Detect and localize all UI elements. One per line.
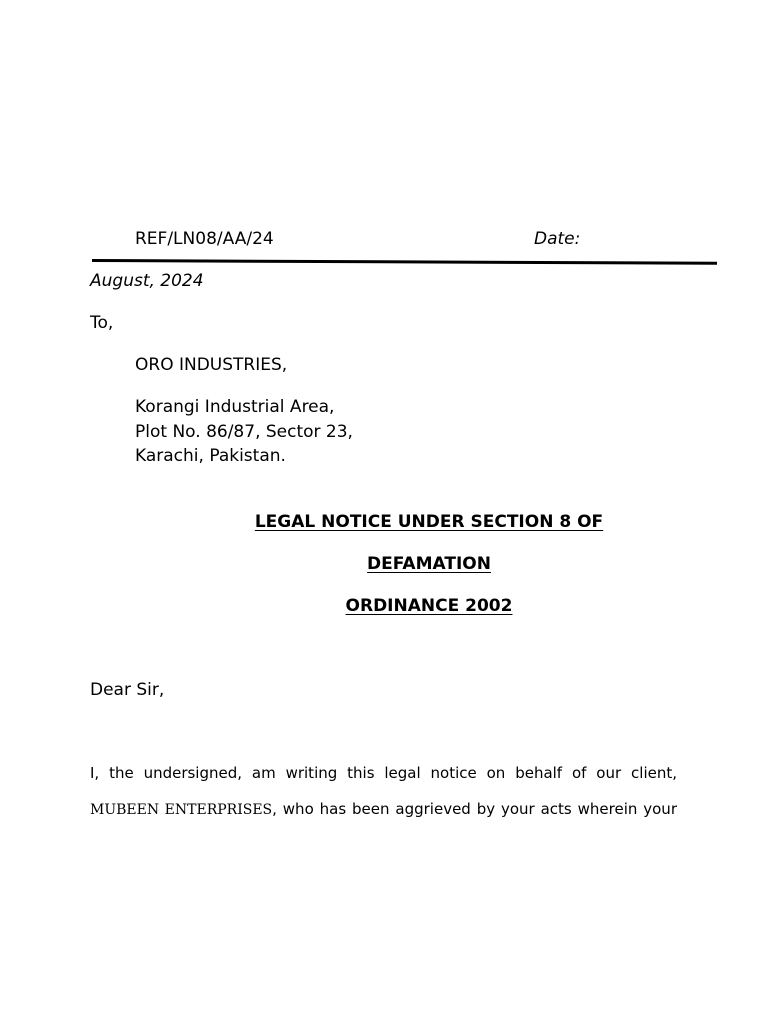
subject-heading-line: DEFAMATION <box>367 554 491 574</box>
recipient-name: ORO INDUSTRIES, <box>135 355 288 375</box>
header-divider <box>92 259 717 265</box>
body-text-continuation: , who has been aggrieved by your acts wherein your <box>272 800 677 818</box>
to-label: To, <box>90 313 114 333</box>
date-label: Date: <box>534 229 581 249</box>
salutation: Dear Sir, <box>90 680 165 700</box>
reference-number: REF/LN08/AA/24 <box>135 229 274 249</box>
subject-heading-line: ORDINANCE 2002 <box>345 596 513 616</box>
date-value: August, 2024 <box>90 271 204 291</box>
body-paragraph-line <box>90 800 677 818</box>
address-line: Plot No. 86/87, Sector 23, <box>135 422 353 442</box>
address-line: Karachi, Pakistan. <box>135 446 286 466</box>
subject-heading-line: LEGAL NOTICE UNDER SECTION 8 OF <box>254 512 604 532</box>
client-name: MUBEEN ENTERPRISES <box>90 802 273 818</box>
address-line: Korangi Industrial Area, <box>135 397 335 417</box>
body-paragraph-line: I, the undersigned, am writing this legal notice on behalf of our client, <box>90 764 677 782</box>
